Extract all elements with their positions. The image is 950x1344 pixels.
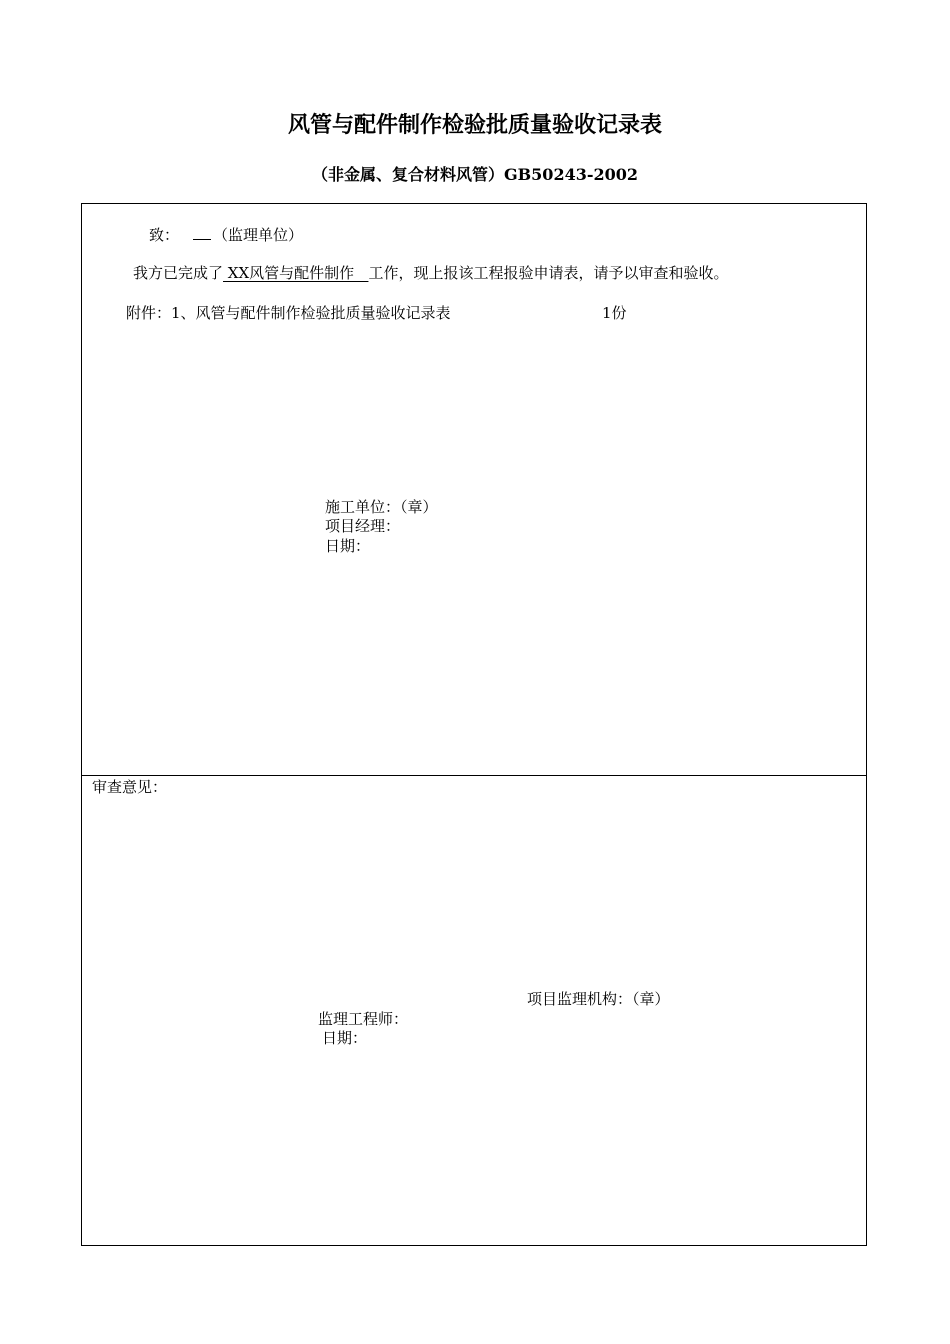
review-date-label: 日期： (322, 1029, 368, 1047)
section-divider (82, 775, 866, 776)
attachment-label: 附件：1、风管与配件制作检验批质量验收记录表 (126, 304, 451, 322)
statement-suffix: 工作，现上报该工程报验申请表，请予以审查和验收。 (368, 264, 729, 282)
application-form (81, 203, 867, 1246)
to-label: 致： (149, 226, 180, 244)
statement-prefix: 我方已完成了 (133, 264, 224, 282)
to-blank (193, 227, 211, 240)
statement-work: XX风管与配件制作 (223, 264, 369, 282)
attachment-count: 1份 (602, 304, 627, 322)
review-opinion-label: 审查意见： (92, 778, 168, 796)
statement-line (133, 263, 728, 283)
document-title: 风管与配件制作检验批质量验收记录表 (287, 113, 662, 138)
application-date-label: 日期： (325, 537, 371, 555)
supervision-org-label: 项目监理机构：（章） (527, 990, 670, 1008)
to-target: （监理单位） (213, 226, 304, 244)
document-subtitle: （非金属、复合材料风管）GB50243-2002 (311, 165, 639, 184)
contractor-label: 施工单位：（章） (325, 498, 438, 516)
manager-label: 项目经理： (325, 517, 401, 535)
engineer-label: 监理工程师： (318, 1010, 409, 1028)
to-line (149, 225, 303, 245)
